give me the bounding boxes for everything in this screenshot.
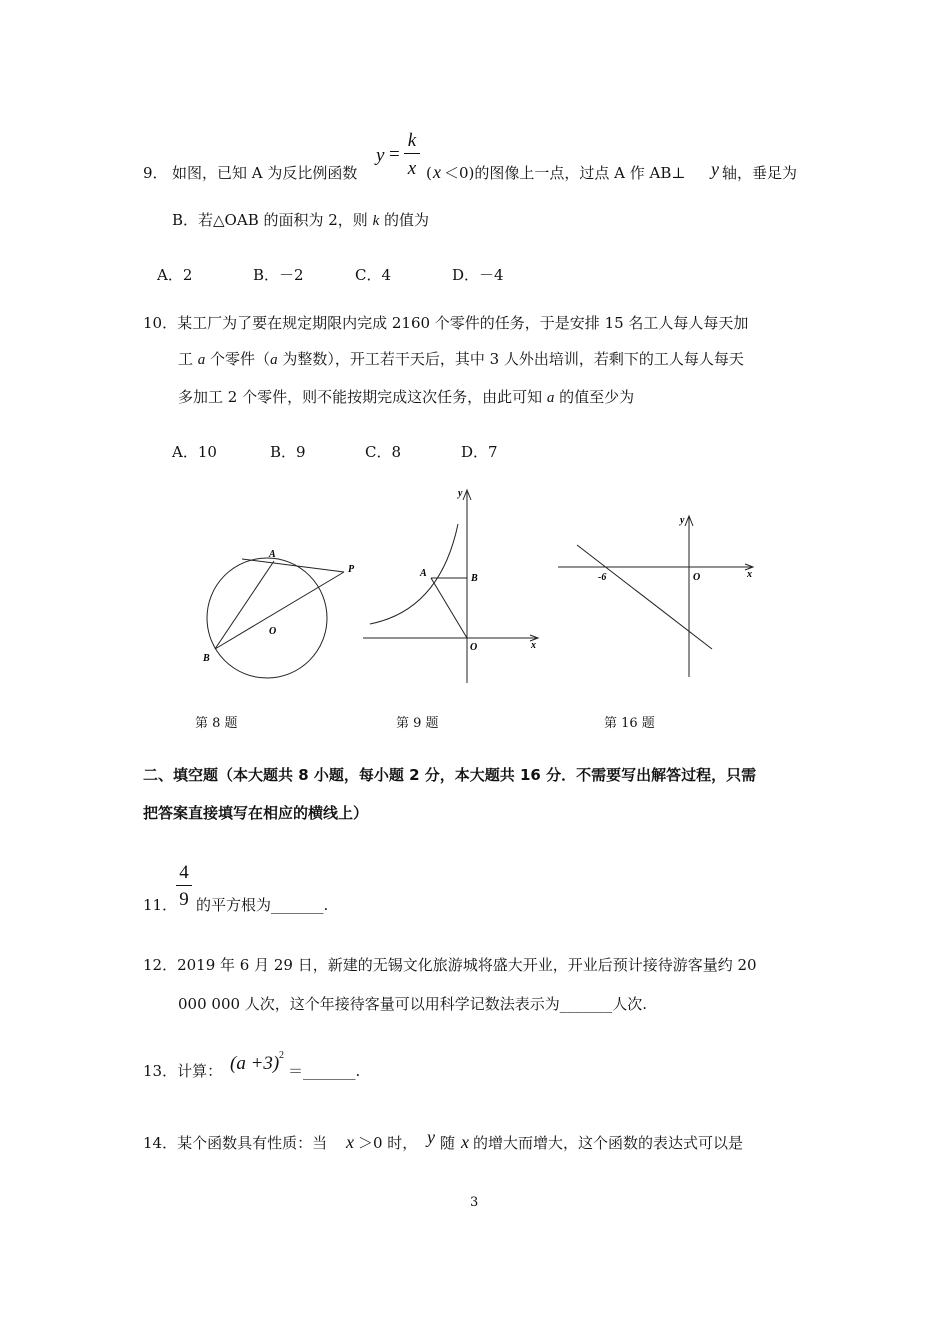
q9-cond-open: (	[426, 164, 432, 182]
q9-option-a: A．2	[157, 266, 193, 284]
q9-eq-equals: =	[389, 144, 400, 165]
q9-option-d: D．－4	[452, 266, 504, 284]
q9-text-before: 如图，已知 A 为反比例函数	[172, 164, 358, 182]
q14-var-x1: x	[346, 1132, 354, 1152]
fig9-caption: 第 9 题	[396, 716, 439, 731]
fig16-label-y: y	[680, 515, 685, 526]
fig9-label-a: A	[420, 568, 427, 579]
q11-number: 11．	[143, 896, 178, 914]
q10-line2-b: 个零件（	[205, 350, 271, 368]
q14-var-y: y	[427, 1127, 435, 1147]
fig8-chord-ab	[215, 561, 277, 649]
fig16-line	[577, 545, 712, 649]
page-number: 3	[470, 1195, 479, 1210]
q10-line3	[178, 390, 634, 406]
fig8-label-b: B	[203, 653, 210, 664]
q9-option-c: C．4	[355, 266, 392, 284]
q14-text-a: 14．某个函数具有性质：当	[143, 1134, 328, 1152]
q9-axis-y: y	[711, 159, 719, 179]
figure-8	[202, 549, 355, 678]
fig9-label-y: y	[458, 488, 463, 499]
q10-option-c: C．8	[365, 443, 402, 461]
q13-label: 13．计算：	[143, 1062, 223, 1080]
q12-line1: 12．2019 年 6 月 29 日，新建的无锡文化旅游城将盛大开业，开业后预计接待游客量约 20	[143, 956, 757, 974]
section2-heading-line1: 二、填空题（本大题共 8 小题，每小题 2 分，本大题共 16 分．不需要写出解答过程，只需	[143, 766, 757, 784]
q9-option-b: B．－2	[253, 266, 304, 284]
fig8-tangent-line	[242, 559, 344, 572]
q9-eq-y: y	[376, 145, 385, 166]
q9-line2-k: k	[372, 213, 380, 229]
q13-rest: ＝_______.	[288, 1062, 361, 1080]
q11-numerator: 4	[179, 862, 189, 883]
q10-var-a2: a	[270, 352, 278, 368]
q9-text-after: 轴，垂足为	[722, 164, 798, 182]
q9-line2-b: 的值为	[379, 211, 430, 229]
q9-line2-a: B．若△OAB 的面积为 2，则	[172, 211, 373, 229]
q10-line1: 10．某工厂为了要在规定期限内完成 2160 个零件的任务，于是安排 15 名工人每人每天加	[143, 314, 749, 332]
q9-eq-x: x	[407, 158, 417, 179]
q9-line2	[172, 213, 429, 229]
q14-text-d: 的增大而增大，这个函数的表达式可以是	[473, 1134, 744, 1152]
q10-line2	[178, 352, 744, 368]
q10-line3-a: 多加工 2 个零件，则不能按期完成这次任务，由此可知	[178, 388, 547, 406]
fig8-label-p: P	[348, 564, 355, 575]
q9-cond-x: x	[433, 162, 441, 182]
q10-line3-b: 的值至少为	[554, 388, 635, 406]
fig16-label-minus6: -6	[598, 572, 607, 583]
q12-line2: 000 000 人次，这个年接待客量可以用科学记数法表示为_______人次.	[178, 995, 648, 1013]
q10-option-a: A．10	[172, 443, 217, 461]
q9-eq-k: k	[407, 130, 417, 151]
section2-heading-line2: 把答案直接填写在相应的横线上）	[143, 804, 369, 822]
figure-9	[363, 488, 538, 683]
q10-option-d: D．7	[461, 443, 498, 461]
figure-16	[558, 515, 753, 677]
fig9-label-o: O	[470, 642, 478, 653]
q9-cond-rest: ＜0)的图像上一点，过点 A 作 AB⊥	[444, 164, 686, 182]
fig16-label-o: O	[693, 572, 701, 583]
fig9-hyperbola	[370, 524, 458, 624]
q10-var-a1: a	[197, 352, 206, 368]
q13-exponent: 2	[279, 1050, 284, 1061]
q11-text: 的平方根为_______.	[196, 896, 329, 914]
figures-svg	[0, 480, 950, 740]
q10-line2-a: 工	[178, 350, 198, 368]
fig8-label-o: O	[269, 626, 277, 637]
fig8-caption: 第 8 题	[195, 716, 238, 731]
fig8-line-bp	[215, 572, 344, 649]
q14-text-b: ＞0 时，	[358, 1134, 418, 1152]
q11-denominator: 9	[179, 889, 189, 910]
q13-expression: (a +3)	[230, 1053, 280, 1074]
q14-text-c: 随	[440, 1134, 456, 1152]
q9-fraction-bar	[404, 153, 420, 154]
fig9-label-x: x	[531, 640, 536, 651]
fig9-label-b: B	[471, 573, 478, 584]
q10-var-a3: a	[546, 390, 555, 406]
q9-number: 9．	[143, 164, 168, 182]
fig16-caption: 第 16 题	[604, 716, 655, 731]
fig9-segment-ao	[431, 578, 467, 638]
q11-fraction-bar	[176, 885, 192, 886]
fig16-label-x: x	[747, 569, 752, 580]
q14-var-x2: x	[461, 1132, 469, 1152]
fig8-label-a: A	[269, 549, 276, 560]
q10-line2-c: 为整数），开工若干天后，其中 3 人外出培训，若剩下的工人每人每天	[277, 350, 744, 368]
q10-option-b: B．9	[270, 443, 306, 461]
